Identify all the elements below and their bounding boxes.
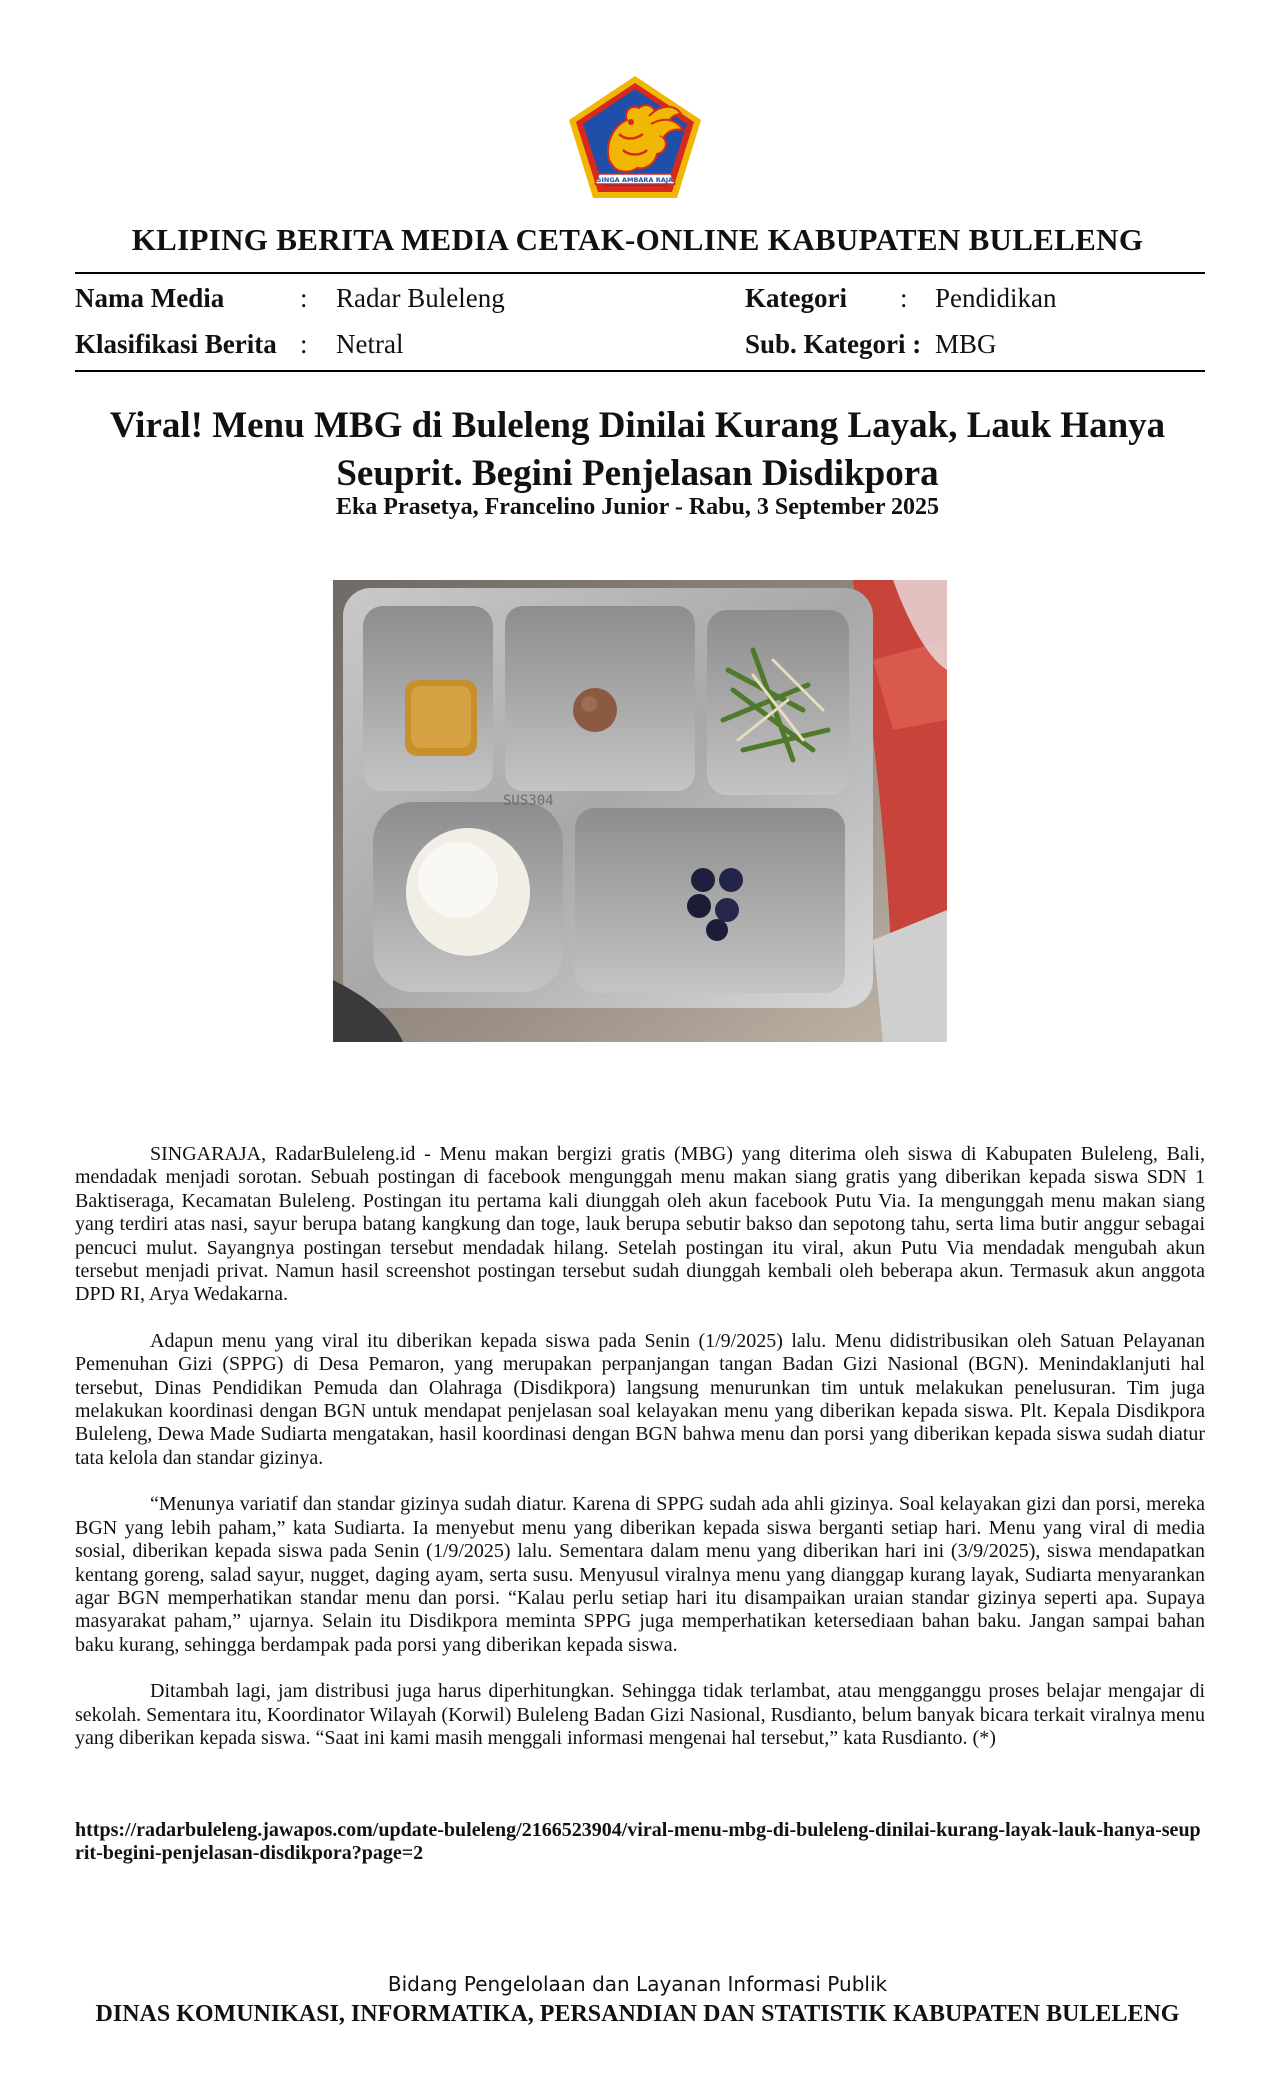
klasifikasi-value: Netral (336, 329, 404, 359)
meta-sub-kategori-row (745, 329, 921, 360)
headline-line-2: Seuprit. Begini Penjelasan Disdikpora (336, 453, 939, 494)
svg-text:SINGA AMBARA RAJA: SINGA AMBARA RAJA (596, 176, 674, 184)
singa-ambara-raja-icon (565, 74, 705, 202)
article-paragraph: SINGARAJA, RadarBuleleng.id - Menu makan bergizi gratis (MBG) yang diterima oleh siswa di Kabupaten Buleleng, Bali, mendadak menjadi sorotan. Sebuah postingan di facebook mengunggah menu makan siang gratis yang diberikan kepada siswa SDN 1 Baktiseraga, Kecamatan Buleleng. Postingan itu pertama kali diunggah oleh akun facebook Putu Via. Ia mengunggah menu makan siang yang terdiri atas nasi, sayur berupa batang kangkung dan toge, lauk berupa sebutir bakso dan sepotong tahu, serta lima butir anggur sebagai pencuci mulut. Sayangnya postingan tersebut mendadak hilang. Setelah postingan itu viral, akun Putu Via mendadak mengubah akun tersebut menjadi privat. Namun hasil screenshot postingan tersebut sudah diunggah kembali oleh beberapa akun. Termasuk akun anggota DPD RI, Arya Wedakarna. (75, 1143, 1205, 1306)
kategori-label: Kategori (745, 283, 847, 313)
meta-nama-media-row (75, 283, 224, 314)
source-url-link[interactable]: https://radarbuleleng.jawapos.com/update-buleleng/2166523904/viral-menu-mbg-di-buleleng-dinilai-kurang-layak-lauk-hanya-seuprit-begini-penjelasan-disdikpora?page=2 (75, 1819, 1201, 1865)
regency-emblem-logo (565, 74, 705, 202)
sub-kategori-value: MBG (935, 329, 997, 359)
klasifikasi-label: Klasifikasi Berita (75, 329, 277, 359)
article-byline: Eka Prasetya, Francelino Junior - Rabu, 3 September 2025 (335, 494, 940, 520)
meta-colon: : (300, 329, 308, 359)
header-bottom-divider (75, 370, 1205, 372)
article-paragraph: Ditambah lagi, jam distribusi juga harus diperhitungkan. Sehingga tidak terlambat, atau mengganggu proses belajar mengajar di sekolah. Sementara itu, Koordinator Wilayah (Korwil) Buleleng Badan Gizi Nasional, Rusdianto, belum banyak bicara terkait viralnya menu yang diberikan kepada siswa. “Saat ini kami masih menggali informasi mengenai hal tersebut,” kata Rusdianto. (*) (75, 1680, 1205, 1749)
footer-department-line: Bidang Pengelolaan dan Layanan Informasi Publik (387, 1972, 888, 1996)
article-paragraph: “Menunya variatif dan standar gizinya sudah diatur. Karena di SPPG sudah ada ahli gizinya. Soal kelayakan gizi dan porsi, mereka BGN yang lebih paham,” kata Sudiarta. Ia menyebut menu yang diberikan kepada siswa berganti setiap hari. Menu yang viral di media sosial, diberikan kepada siswa pada Senin (1/9/2025) lalu. Sementara dalam menu yang diberikan hari ini (3/9/2025), siswa mendapatkan kentang goreng, salad sayur, nugget, daging ayam, serta susu. Menyusul viralnya menu yang dianggap kurang layak, Sudiarta menyarankan agar BGN memperhatikan standar menu dan porsi. “Kalau perlu setiap hari itu disampaikan uraian standar gizinya seperti apa. Supaya masyarakat paham,” ujarnya. Selain itu Disdikpora meminta SPPG juga memperhatikan ketersediaan bahan baku. Jangan sampai bahan baku kurang, sehingga berdampak pada porsi yang diberikan kepada siswa. (75, 1493, 1205, 1656)
footer-agency-line: DINAS KOMUNIKASI, INFORMATIKA, PERSANDIAN DAN STATISTIK KABUPATEN BULELENG (95, 2001, 1180, 2027)
meta-colon: : (900, 283, 908, 313)
headline-line-1: Viral! Menu MBG di Buleleng Dinilai Kurang Layak, Lauk Hanya (109, 405, 1166, 446)
article-headline (100, 402, 1175, 498)
svg-text:SUS304: SUS304 (503, 793, 554, 809)
meta-colon: : (300, 283, 308, 313)
article-paragraph: Adapun menu yang viral itu diberikan kepada siswa pada Senin (1/9/2025) lalu. Menu didistribusikan oleh Satuan Pelayanan Pemenuhan Gizi (SPPG) di Desa Pemaron, yang merupakan perpanjangan tangan Badan Gizi Nasional (BGN). Menindaklanjuti hal tersebut, Dinas Pendidikan Pemuda dan Olahraga (Disdikpora) langsung menurunkan tim untuk melakukan penelusuran. Tim juga melakukan koordinasi dengan BGN untuk mendapat penjelasan soal kelayakan menu yang diberikan kepada siswa. Plt. Kepala Disdikpora Buleleng, Dewa Made Sudiarta mengatakan, hasil koordinasi dengan BGN bahwa menu dan porsi yang diberikan kepada siswa sudah diatur tata kelola dan standar gizinya. (75, 1329, 1205, 1469)
clipping-header-title: KLIPING BERITA MEDIA CETAK-ONLINE KABUPATEN BULELENG (131, 222, 1144, 257)
header-top-divider (75, 272, 1205, 274)
meta-kategori-row (745, 283, 847, 314)
article-photo-food-tray (333, 580, 947, 1042)
meta-klasifikasi-row (75, 329, 277, 360)
sub-kategori-label: Sub. Kategori : (745, 329, 922, 359)
kategori-value: Pendidikan (935, 283, 1057, 313)
nama-media-label: Nama Media (75, 283, 225, 313)
nama-media-value: Radar Buleleng (336, 283, 505, 313)
article-body (75, 1143, 1205, 1773)
